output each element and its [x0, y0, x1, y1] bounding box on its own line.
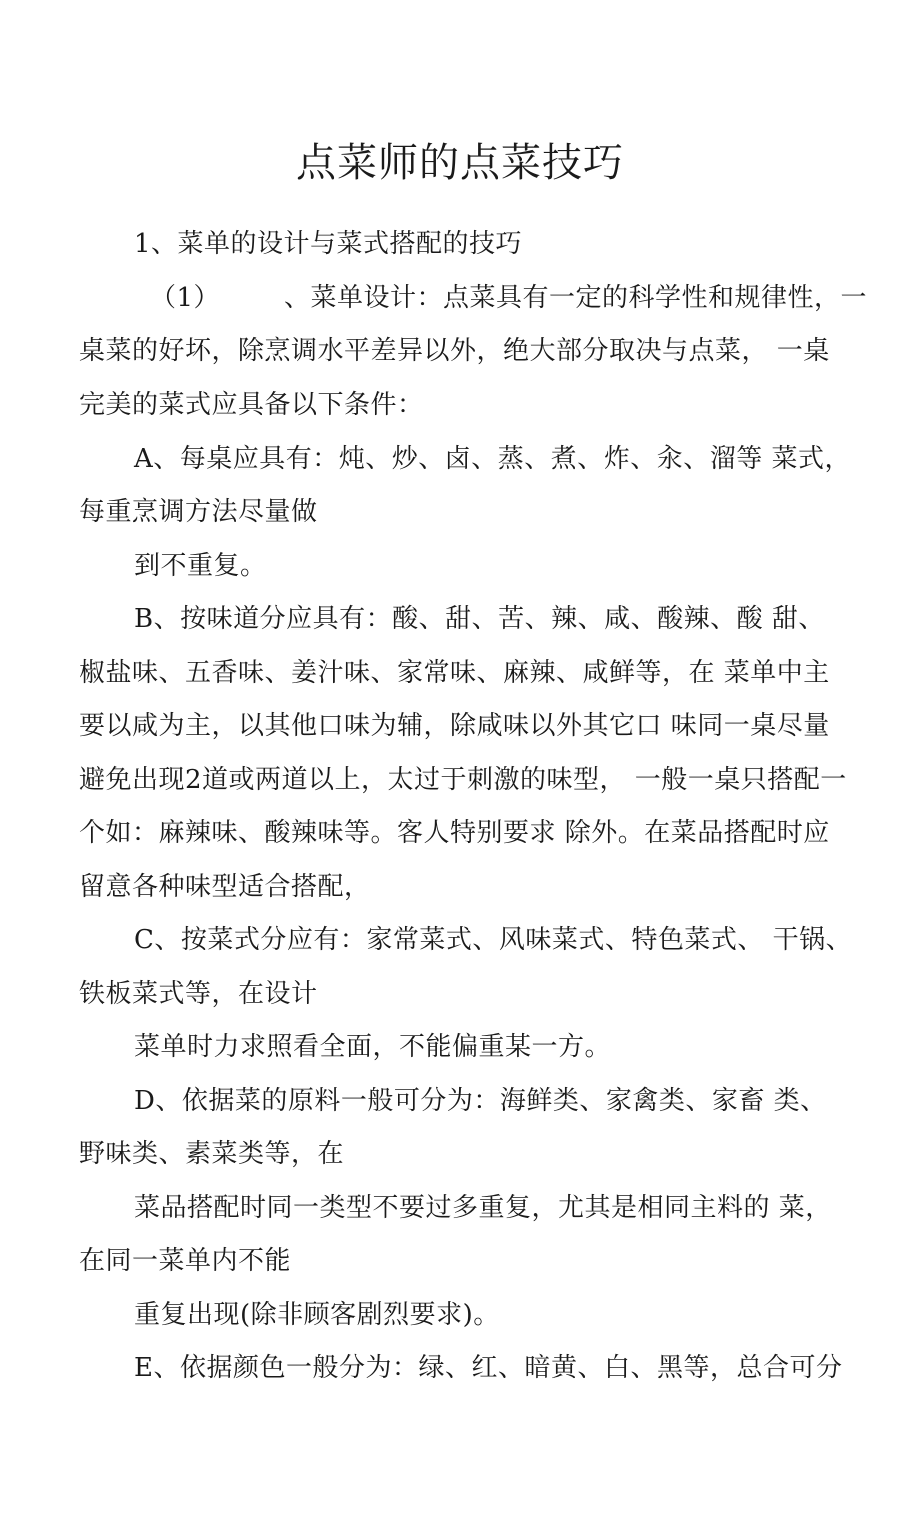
paragraph-line: 椒盐味、五香味、姜汁味、家常味、麻辣、咸鲜等，在 菜单中主: [79, 658, 830, 688]
paragraph-line: 留意各种味型适合搭配，: [79, 872, 371, 902]
section-heading: 1、菜单的设计与菜式搭配的技巧: [134, 229, 523, 259]
paragraph-line: 要以咸为主，以其他口味为辅，除咸味以外其它口 味同一桌尽量: [79, 711, 830, 741]
item-text: 、菜单设计：点菜具有一定的科学性和规律性，一: [284, 283, 868, 313]
paragraph-line: 到不重复。: [134, 551, 267, 581]
paragraph-line: 桌菜的好坏，除烹调水平差异以外，绝大部分取决与点菜， 一桌: [79, 336, 830, 366]
paragraph-line: B、按味道分应具有：酸、甜、苦、辣、咸、酸辣、酸 甜、: [134, 604, 825, 634]
paragraph-line: 野味类、素菜类等，在: [79, 1139, 345, 1169]
paragraph-line: 菜品搭配时同一类型不要过多重复，尤其是相同主料的 菜，: [134, 1193, 832, 1223]
document-title: 点菜师的点菜技巧: [296, 140, 624, 186]
item-number: （1）: [150, 283, 221, 313]
paragraph-line: A、每桌应具有：炖、炒、卤、蒸、煮、炸、汆、溜等 菜式，: [134, 444, 852, 474]
paragraph-line: 每重烹调方法尽量做: [79, 497, 318, 527]
paragraph-line: D、依据菜的原料一般可分为：海鲜类、家禽类、家畜 类、: [134, 1086, 827, 1116]
paragraph-line: 在同一菜单内不能: [79, 1246, 292, 1276]
paragraph-line: 重复出现(除非顾客剧烈要求)。: [134, 1300, 500, 1330]
paragraph-line: 铁板菜式等，在设计: [79, 979, 318, 1009]
paragraph-line: C、按菜式分应有：家常菜式、风味菜式、特色菜式、 干锅、: [134, 925, 853, 955]
paragraph-line: 个如：麻辣味、酸辣味等。客人特别要求 除外。在菜品搭配时应: [79, 818, 830, 848]
paragraph-line: [150, 280, 867, 316]
paragraph-line: 菜单时力求照看全面，不能偏重某一方。: [134, 1032, 612, 1062]
paragraph-line: 完美的菜式应具备以下条件：: [79, 390, 424, 420]
paragraph-line: 避免出现2道或两道以上，太过于刺激的味型， 一般一桌只搭配一: [79, 765, 847, 795]
paragraph-line: E、依据颜色一般分为：绿、红、暗黄、白、黑等，总合可分: [134, 1353, 843, 1383]
